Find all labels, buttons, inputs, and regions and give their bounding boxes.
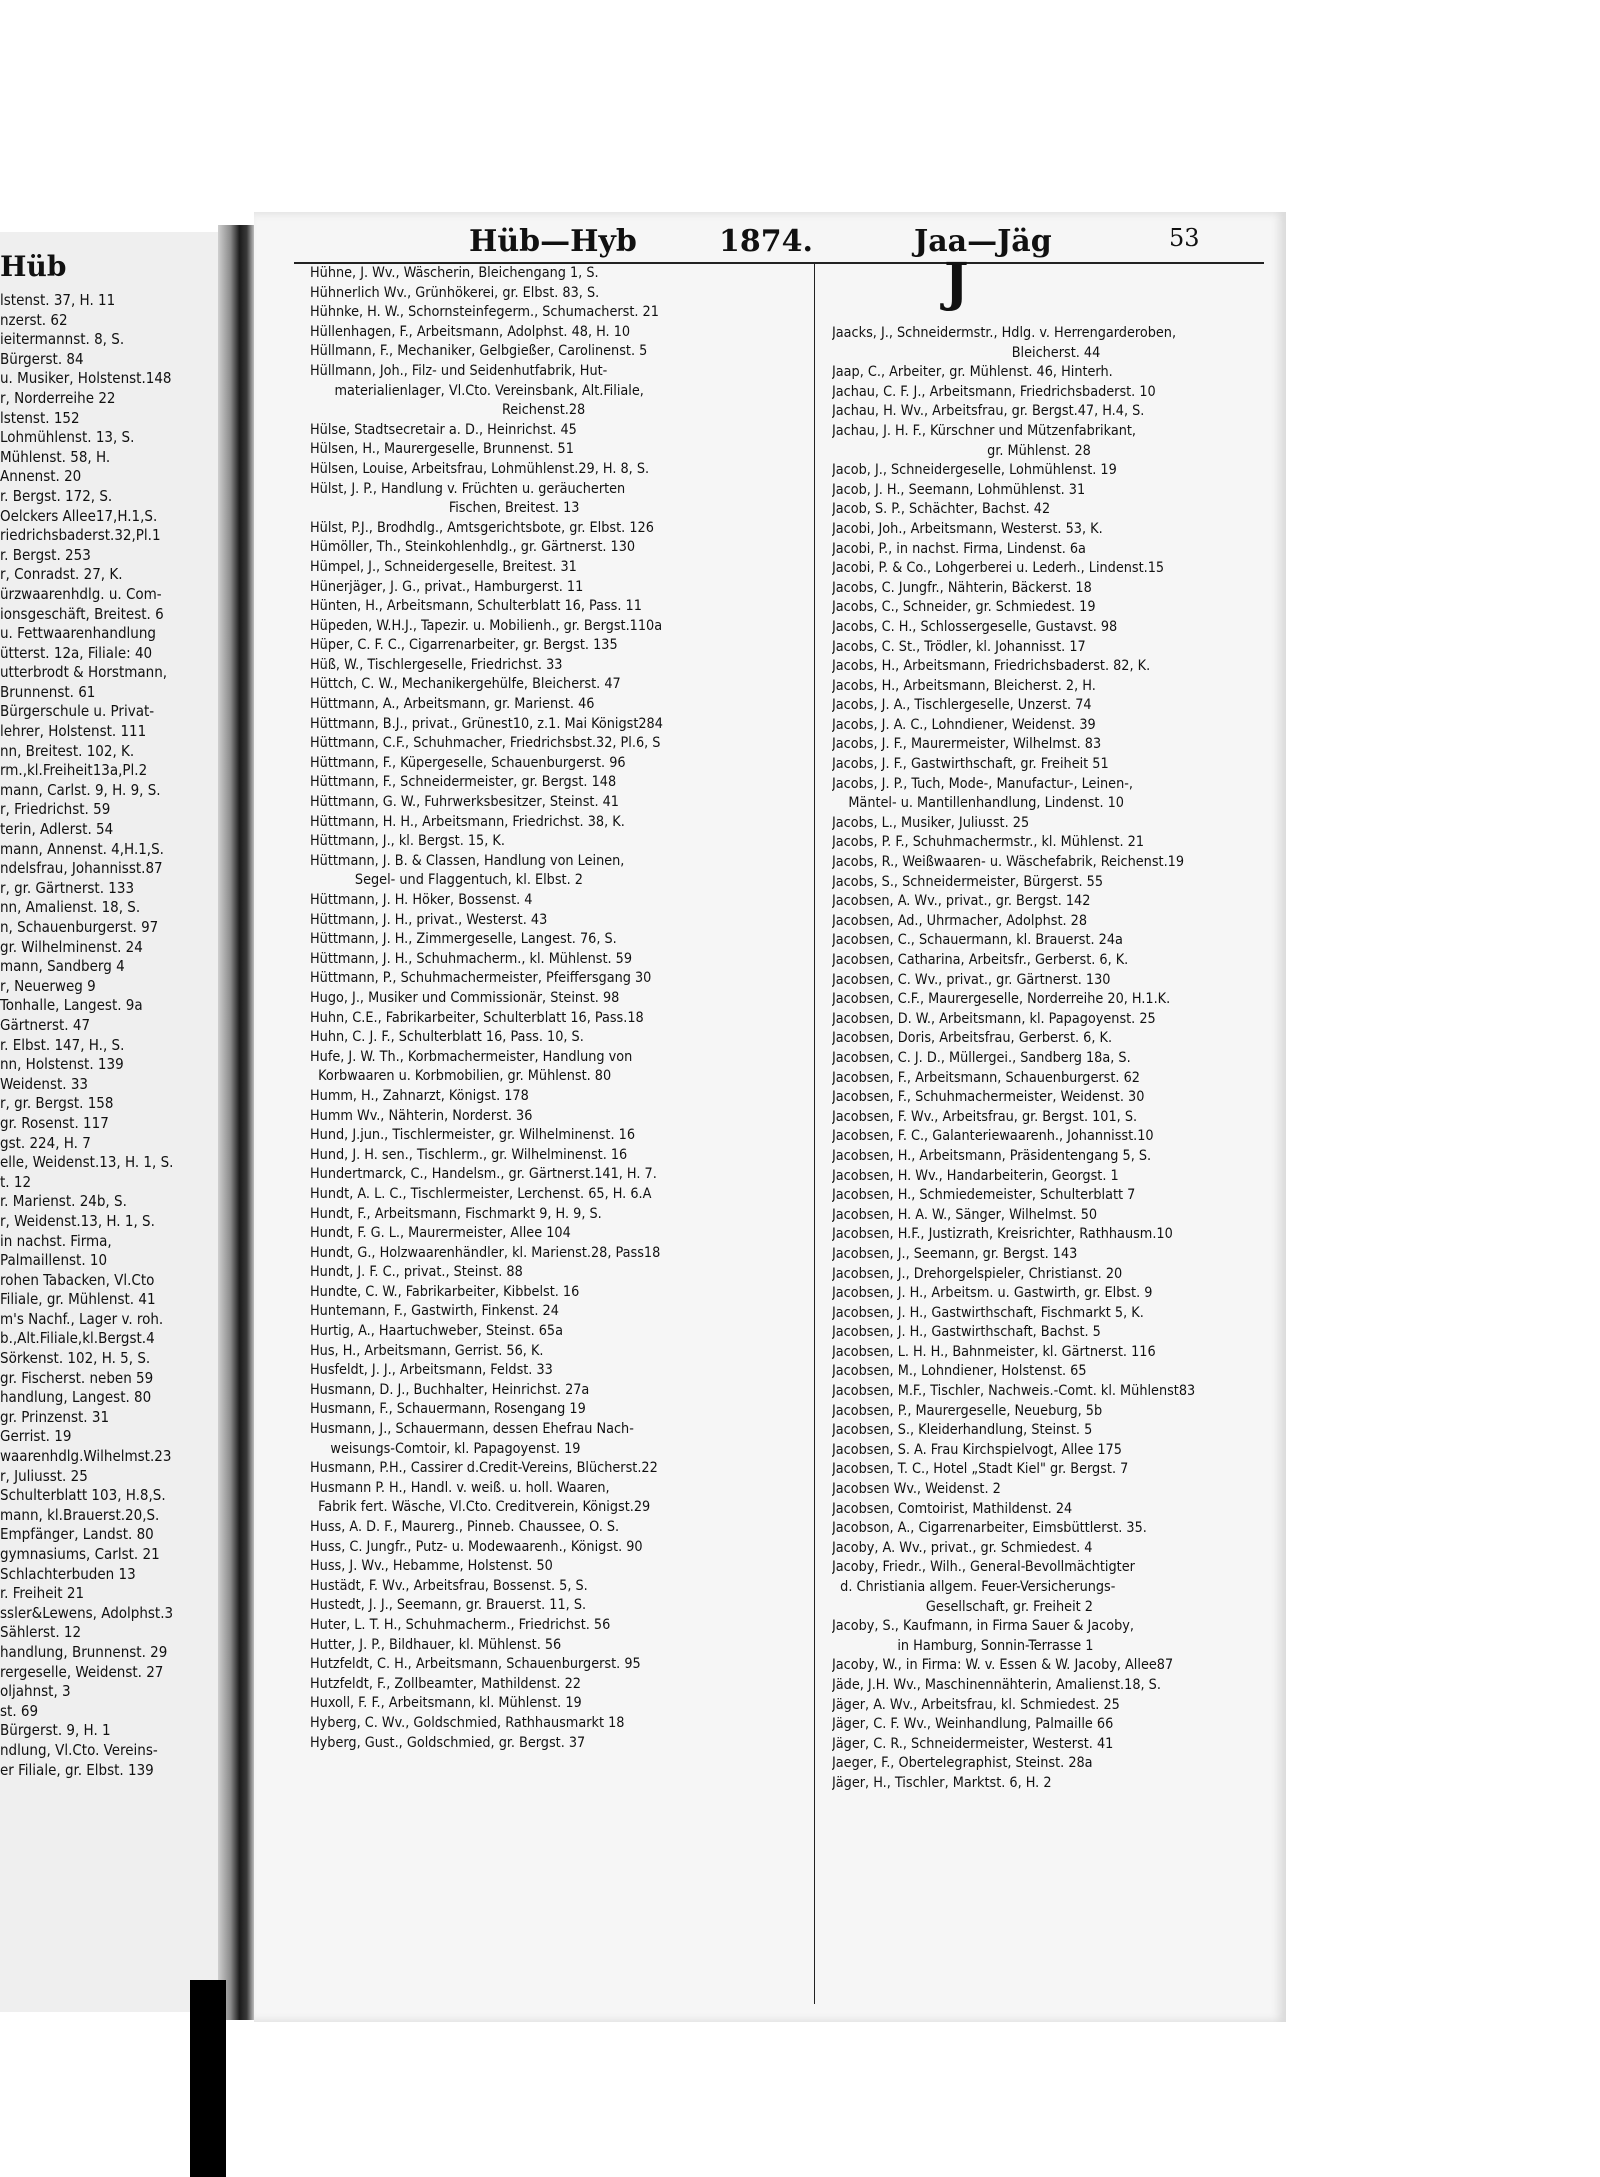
directory-entry: Hülsen, H., Maurergeselle, Brunnenst. 51 [310,441,574,458]
directory-entry: Jacobsen, C. J. D., Müllergei., Sandberg 18a, S. [832,1049,1131,1066]
directory-entry: Jaacks, J., Schneidermstr., Hdlg. v. Herrengarderoben, [832,325,1177,341]
directory-entry: Jacobsen, D. W., Arbeitsmann, kl. Papagoyenst. 25 [832,1010,1156,1027]
left-page-line: n, Schauenburgerst. 97 [0,918,159,936]
directory-entry: Hyberg, C. Wv., Goldschmied, Rathhausmarkt 18 [310,1714,625,1731]
directory-entry: Jacobsen, Ad., Uhrmacher, Adolphst. 28 [832,912,1088,929]
left-page-line: gr. Prinzenst. 31 [0,1407,110,1426]
left-page-line: u. Fettwaarenhandlung [0,624,156,643]
directory-entry: Jacobs, J. P., Tuch, Mode-, Manufactur-, Leinen-, [832,775,1133,792]
directory-entry: Jacobs, C., Schneider, gr. Schmiedest. 19 [832,599,1096,616]
left-page-line: rohen Tabacken, Vl.Cto [0,1270,155,1289]
directory-entry: Jacoby, S., Kaufmann, in Firma Sauer & Jacoby, [832,1618,1134,1635]
directory-entry: Hutter, J. P., Bildhauer, kl. Mühlenst. 56 [310,1636,562,1653]
directory-entry: Huss, J. Wv., Hebamme, Holstenst. 50 [310,1558,553,1575]
directory-entry: Jacob, J., Schneidergeselle, Lohmühlenst. 19 [832,462,1117,479]
header-left-range: Hüb—Hyb [469,224,637,259]
left-page-line: r, Weidenst.13, H. 1, S. [0,1211,155,1230]
left-page-line: r, Neuerweg 9 [0,976,96,995]
directory-entry: Segel- und Flaggentuch, kl. Elbst. 2 [310,872,583,889]
directory-entry: Husmann, J., Schauermann, dessen Ehefrau Nach- [310,1421,634,1438]
directory-entry: gr. Mühlenst. 28 [832,442,1091,459]
directory-entry: Jacobsen, P., Maurergeselle, Neueburg, 5b [832,1402,1103,1419]
directory-entry: Hüttmann, J. B. & Classen, Handlung von Leinen, [310,852,625,869]
directory-entry: Jacobi, P., in nachst. Firma, Lindenst. 6a [832,540,1086,557]
left-page-line: t. 12 [0,1172,32,1191]
section-letter: J [944,252,969,313]
directory-entry: Jacobsen, J. H., Arbeitsm. u. Gastwirth, gr. Elbst. 9 [832,1285,1153,1302]
directory-entry: Jacobson, A., Cigarrenarbeiter, Eimsbüttlerst. 35. [832,1520,1147,1537]
directory-entry: d. Christiania allgem. Feuer-Versicherungs- [832,1579,1116,1595]
directory-entry: Hülst, J. P., Handlung v. Früchten u. geräucherten [310,480,626,497]
directory-entry: Hyberg, Gust., Goldschmied, gr. Bergst. 37 [310,1734,586,1751]
directory-entry: Hülst, P.J., Brodhdlg., Amtsgerichtsbote, gr. Elbst. 126 [310,519,654,536]
directory-entry: Gesellschaft, gr. Freiheit 2 [832,1598,1093,1615]
directory-entry: Hund, J.jun., Tischlermeister, gr. Wilhelminenst. 16 [310,1127,636,1144]
directory-entry: Jacobsen, J. H., Gastwirthschaft, Fischmarkt 5, K. [832,1304,1144,1321]
directory-entry: Jacobsen, M., Lohndiener, Holstenst. 65 [832,1363,1087,1380]
directory-entry: Jacob, S. P., Schächter, Bachst. 42 [832,501,1051,518]
directory-entry: Jachau, H. Wv., Arbeitsfrau, gr. Bergst.47, H.4, S. [832,403,1145,420]
directory-entry: Humm, H., Zahnarzt, Königst. 178 [310,1087,529,1104]
directory-entry: Jacobsen, H. Wv., Handarbeiterin, Georgst. 1 [832,1167,1119,1184]
directory-entry: Jacobsen, F. Wv., Arbeitsfrau, gr. Bergst. 101, S. [832,1108,1138,1125]
left-page-line: handlung, Langest. 80 [0,1388,152,1407]
directory-entry: Jacobs, L., Musiker, Juliusst. 25 [832,814,1030,831]
left-page-line: ürzwaarenhdlg. u. Com- [0,584,162,603]
left-page-line: mann, Carlst. 9, H. 9, S. [0,780,161,799]
directory-entry: Jacobsen, H., Arbeitsmann, Präsidentengang 5, S. [832,1147,1152,1164]
left-page-line: r, Friedrichst. 59 [0,800,111,819]
directory-entry: Jaap, C., Arbeiter, gr. Mühlenst. 46, Hinterh. [832,364,1113,381]
directory-entry: Hundte, C. W., Fabrikarbeiter, Kibbelst. 16 [310,1283,580,1300]
directory-entry: Hurtig, A., Haartuchweber, Steinst. 65a [310,1323,563,1340]
directory-entry: Bleicherst. 44 [832,344,1101,361]
directory-entry: Jacobsen Wv., Weidenst. 2 [832,1481,1001,1498]
left-page-line: Oelckers Allee17,H.1,S. [0,506,158,525]
left-page-line: ionsgeschäft, Breitest. 6 [0,604,164,623]
left-page-line: Bürgerst. 9, H. 1 [0,1721,111,1740]
directory-entry: Hüttmann, J. H., Schuhmacherm., kl. Mühlenst. 59 [310,950,633,967]
left-page-line: gr. Rosenst. 117 [0,1113,109,1132]
left-page-line: Weidenst. 33 [0,1074,89,1093]
directory-entry: Husmann, F., Schauermann, Rosengang 19 [310,1401,586,1418]
directory-entry: Jacobsen, J., Seemann, gr. Bergst. 143 [832,1245,1078,1262]
left-page-line: m's Nachf., Lager v. roh. [0,1309,164,1328]
left-page-line: st. 69 [0,1701,39,1720]
left-page-line: ütterst. 12a, Filiale: 40 [0,643,153,662]
left-page-line: Filiale, gr. Mühlenst. 41 [0,1290,156,1309]
directory-entry: Huss, C. Jungfr., Putz- u. Modewaarenh., Königst. 90 [310,1538,643,1555]
directory-entry: Humm Wv., Nähterin, Norderst. 36 [310,1107,533,1124]
directory-entry: Jacobi, Joh., Arbeitsmann, Westerst. 53, K. [832,520,1103,537]
left-page-line: Palmaillenst. 10 [0,1251,108,1270]
left-page-line: gst. 224, H. 7 [0,1133,91,1152]
directory-entry: Jacobsen, T. C., Hotel „Stadt Kiel" gr. Bergst. 7 [832,1461,1129,1478]
directory-entry: Hufe, J. W. Th., Korbmachermeister, Handlung von [310,1048,633,1065]
left-page-line: Gerrist. 19 [0,1427,72,1446]
directory-entry: Hüttmann, J. H. Höker, Bossenst. 4 [310,892,533,908]
left-page-line: nn, Holstenst. 139 [0,1055,124,1074]
directory-entry: Hüper, C. F. C., Cigarrenarbeiter, gr. Bergst. 135 [310,637,618,654]
directory-entry: Hühnke, H. W., Schornsteinfegerm., Schumacherst. 21 [310,304,659,321]
left-page-line: r. Bergst. 253 [0,545,91,564]
directory-entry: Hüß, W., Tischlergeselle, Friedrichst. 33 [310,656,563,673]
directory-entry: Jacobsen, Comtoirist, Mathildenst. 24 [832,1500,1073,1517]
left-page-column [0,250,218,1780]
directory-entry: materialienlager, Vl.Cto. Vereinsbank, Alt.Filiale, [310,382,644,399]
directory-entry: Jacobsen, A. Wv., privat., gr. Bergst. 142 [832,893,1091,910]
left-page-line: handlung, Brunnenst. 29 [0,1642,168,1661]
directory-entry: Hüllenhagen, F., Arbeitsmann, Adolphst. 48, H. 10 [310,323,631,340]
directory-entry: Hümpel, J., Schneidergeselle, Breitest. 31 [310,558,577,575]
directory-entry: Jacobi, P. & Co., Lohgerberei u. Lederh., Lindenst.15 [832,560,1165,577]
directory-entry: Hüttmann, J. H., Zimmergeselle, Langest. 76, S. [310,931,617,948]
left-page-line: Annenst. 20 [0,467,82,486]
directory-entry: Hüttmann, P., Schuhmachermeister, Pfeiffersgang 30 [310,970,652,987]
directory-column-hu-hy [310,264,802,1753]
directory-entry: Jachau, C. F. J., Arbeitsmann, Friedrichsbaderst. 10 [832,383,1156,400]
left-page-line: lstenst. 152 [0,408,80,427]
header-right-range: Jaa—Jäg [914,224,1052,259]
directory-entry: Hustädt, F. Wv., Arbeitsfrau, Bossenst. 5, S. [310,1577,588,1594]
directory-entry: Hüttmann, F., Küpergeselle, Schauenburgerst. 96 [310,754,626,771]
left-page [0,232,220,2012]
directory-entry: Hundt, F. G. L., Maurermeister, Allee 104 [310,1225,571,1242]
directory-entry: Jacobsen, H. A. W., Sänger, Wilhelmst. 50 [832,1206,1098,1223]
directory-entry: Jacobs, C. St., Trödler, kl. Johannisst. 17 [832,638,1086,655]
directory-entry: Hüttmann, C.F., Schuhmacher, Friedrichsbst.32, Pl.6, S [310,735,661,752]
directory-entry: Hülse, Stadtsecretair a. D., Heinrichst. 45 [310,421,577,438]
directory-entry: Huhn, C. J. F., Schulterblatt 16, Pass. 10, S. [310,1029,584,1046]
directory-entry: Jacobsen, C., Schauermann, kl. Brauerst. 24a [832,932,1123,949]
directory-entry: Hundt, F., Arbeitsmann, Fischmarkt 9, H. 9, S. [310,1205,602,1222]
left-page-line: elle, Weidenst.13, H. 1, S. [0,1153,174,1172]
left-page-line: riedrichsbaderst.32,Pl.1 [0,526,161,545]
directory-entry: Hüttmann, A., Arbeitsmann, gr. Marienst. 46 [310,696,595,713]
directory-entry: Jacobsen, H., Schmiedemeister, Schulterblatt 7 [832,1187,1136,1204]
directory-entry: Jacobs, P. F., Schuhmachermstr., kl. Mühlenst. 21 [832,834,1144,851]
left-page-line: r. Bergst. 172, S. [0,486,113,505]
left-page-line: lstenst. 37, H. 11 [0,291,116,309]
left-page-line: gr. Fischerst. neben 59 [0,1368,154,1387]
page-number: 53 [1169,224,1200,252]
directory-entry: Hüttmann, F., Schneidermeister, gr. Bergst. 148 [310,774,617,791]
left-page-line: in nachst. Firma, [0,1231,112,1250]
directory-entry: Hülsen, Louise, Arbeitsfrau, Lohmühlenst.29, H. 8, S. [310,460,650,477]
directory-entry: Jacobs, J. F., Maurermeister, Wilhelmst. 83 [832,736,1102,753]
directory-entry: Huntemann, F., Gastwirth, Finkenst. 24 [310,1303,559,1320]
left-page-line: Empfänger, Landst. 80 [0,1525,154,1544]
directory-entry: Hühnerlich Wv., Grünhökerei, gr. Elbst. 83, S. [310,284,600,301]
left-page-line: rm.,kl.Freiheit13a,Pl.2 [0,761,148,780]
directory-entry: Jäger, C. F. Wv., Weinhandlung, Palmaille 66 [832,1716,1114,1733]
left-page-line: rergeselle, Weidenst. 27 [0,1662,164,1681]
directory-entry: Hugo, J., Musiker und Commissionär, Steinst. 98 [310,989,620,1006]
directory-entry: Jäde, J.H. Wv., Maschinennähterin, Amalienst.18, S. [832,1676,1161,1693]
directory-entry: Jacobs, J. F., Gastwirthschaft, gr. Freiheit 51 [832,756,1109,773]
left-page-line: r. Elbst. 147, H., S. [0,1035,125,1054]
left-page-line: mann, Sandberg 4 [0,957,125,976]
directory-entry: Hümöller, Th., Steinkohlenhdlg., gr. Gärtnerst. 130 [310,539,636,556]
left-page-line: r, Norderreihe 22 [0,388,116,407]
directory-entry: Jacob, J. H., Seemann, Lohmühlenst. 31 [832,481,1086,498]
directory-entry: Jacobs, J. A. C., Lohndiener, Weidenst. 39 [832,716,1096,733]
left-page-line: Tonhalle, Langest. 9a [0,996,143,1015]
directory-entry: Hünerjäger, J. G., privat., Hamburgerst. 11 [310,578,584,595]
left-page-line: u. Musiker, Holstenst.148 [0,369,172,388]
directory-entry: Jäger, C. R., Schneidermeister, Westerst. 41 [832,1735,1114,1752]
left-page-line: ssler&Lewens, Adolphst.3 [0,1603,174,1622]
left-page-line: utterbrodt & Horstmann, [0,663,168,682]
directory-column-jaa-jag [832,324,1272,1794]
directory-entry: Hüpeden, W.H.J., Tapezir. u. Mobilienh., gr. Bergst.110a [310,617,663,634]
left-page-line: ndlung, Vl.Cto. Vereins- [0,1740,158,1759]
column-divider [814,264,815,2004]
left-page-line: Sählerst. 12 [0,1623,82,1642]
left-page-line: er Filiale, gr. Elbst. 139 [0,1760,154,1779]
left-page-line: Schulterblatt 103, H.8,S. [0,1486,166,1505]
left-page-line: ndelsfrau, Johannisst.87 [0,859,163,878]
left-page-line: Sörkenst. 102, H. 5, S. [0,1349,151,1368]
left-page-line: Lohmühlenst. 13, S. [0,428,135,447]
directory-entry: Jacoby, Friedr., Wilh., General-Bevollmächtigter [832,1559,1135,1576]
left-page-line: Bürgerst. 84 [0,349,84,368]
left-page-line: r. Freiheit 21 [0,1584,85,1603]
left-page-line: Gärtnerst. 47 [0,1015,91,1034]
left-page-line: Bürgerschule u. Privat- [0,702,155,721]
directory-entry: Huxoll, F. F., Arbeitsmann, kl. Mühlenst. 19 [310,1695,582,1712]
directory-entry: Hüttmann, J. H., privat., Westerst. 43 [310,911,548,928]
directory-entry: Mäntel- u. Mantillenhandlung, Lindenst. 10 [832,795,1124,812]
directory-entry: Hünten, H., Arbeitsmann, Schulterblatt 16, Pass. 11 [310,598,642,615]
left-page-line: gymnasiums, Carlst. 21 [0,1545,160,1563]
left-page-line: Brunnenst. 61 [0,682,96,701]
left-page-line: r. Marienst. 24b, S. [0,1192,127,1211]
directory-entry: Hutzfeldt, C. H., Arbeitsmann, Schauenburgerst. 95 [310,1656,641,1673]
directory-entry: Jachau, J. H. F., Kürschner und Mützenfabrikant, [832,422,1136,439]
directory-entry: Hüttmann, H. H., Arbeitsmann, Friedrichst. 38, K. [310,813,625,830]
directory-entry: Jacobsen, J., Drehorgelspieler, Christianst. 20 [832,1265,1123,1282]
header-year: 1874. [719,224,813,259]
directory-entry: Jacobs, H., Arbeitsmann, Friedrichsbaderst. 82, K. [832,658,1151,675]
directory-entry: Hundt, G., Holzwaarenhändler, kl. Marienst.28, Pass18 [310,1244,661,1261]
directory-entry: Hüllmann, F., Mechaniker, Gelbgießer, Carolinenst. 5 [310,343,648,360]
directory-entry: Husmann, D. J., Buchhalter, Heinrichst. 27a [310,1381,590,1398]
directory-entry: Hüttch, C. W., Mechanikergehülfe, Bleicherst. 47 [310,676,621,693]
directory-entry: Jacobsen, M.F., Tischler, Nachweis.-Comt. kl. Mühlenst83 [832,1383,1196,1400]
left-page-line: r, Juliusst. 25 [0,1466,88,1485]
spine-band [190,1980,226,2177]
left-page-line: mann, kl.Brauerst.20,S. [0,1505,160,1524]
directory-entry: Hundt, A. L. C., Tischlermeister, Lerchenst. 65, H. 6.A [310,1185,652,1202]
directory-entry: Jacobs, H., Arbeitsmann, Bleicherst. 2, H. [832,677,1096,694]
left-page-header: Hüb [0,250,67,283]
directory-entry: Hund, J. H. sen., Tischlerm., gr. Wilhelminenst. 16 [310,1146,628,1163]
book-gutter [218,225,254,2020]
directory-entry: Reichenst.28 [310,402,586,419]
directory-entry: Jäger, A. Wv., Arbeitsfrau, kl. Schmiedest. 25 [832,1696,1120,1713]
directory-entry: in Hamburg, Sonnin-Terrasse 1 [832,1637,1094,1654]
directory-entry: Hundt, J. F. C., privat., Steinst. 88 [310,1264,523,1281]
directory-entry: Jacoby, A. Wv., privat., gr. Schmiedest. 4 [832,1539,1093,1556]
directory-entry: weisungs-Comtoir, kl. Papagoyenst. 19 [310,1440,581,1457]
directory-entry: Jacobsen, S., Kleiderhandlung, Steinst. 5 [832,1422,1093,1439]
directory-entry: Jacoby, W., in Firma: W. v. Essen & W. Jacoby, Allee87 [832,1657,1174,1674]
directory-entry: Jacobsen, C. Wv., privat., gr. Gärtnerst. 130 [832,971,1111,988]
directory-entry: Hüttmann, J., kl. Bergst. 15, K. [310,833,505,850]
directory-entry: Fischen, Breitest. 13 [310,500,580,517]
directory-entry: Jacobs, C. H., Schlossergeselle, Gustavst. 98 [832,618,1118,635]
directory-entry: Jacobsen, L. H. H., Bahnmeister, kl. Gärtnerst. 116 [832,1343,1156,1360]
directory-entry: Huter, L. T. H., Schuhmacherm., Friedrichst. 56 [310,1616,611,1633]
directory-entry: Jacobs, R., Weißwaaren- u. Wäschefabrik, Reichenst.19 [832,854,1185,871]
directory-entry: Jacobs, J. A., Tischlergeselle, Unzerst. 74 [832,697,1092,714]
directory-entry: Hundertmarck, C., Handelsm., gr. Gärtnerst.141, H. 7. [310,1166,657,1183]
left-page-line: nzerst. 62 [0,310,68,329]
left-page-line: nn, Breitest. 102, K. [0,741,135,760]
left-page-line: waarenhdlg.Wilhelmst.23 [0,1447,172,1466]
directory-entry: Husmann P. H., Handl. v. weiß. u. holl. Waaren, [310,1479,610,1496]
directory-entry: Husmann, P.H., Cassirer d.Credit-Vereins, Blücherst.22 [310,1460,658,1477]
left-page-line: oljahnst, 3 [0,1682,71,1701]
left-page-line: gr. Wilhelminenst. 24 [0,937,143,956]
directory-entry: Hutzfeldt, F., Zollbeamter, Mathildenst. 22 [310,1675,581,1692]
directory-entry: Jacobsen, F. C., Galanteriewaarenh., Johannisst.10 [832,1128,1154,1145]
directory-entry: Jacobsen, Catharina, Arbeitsfr., Gerberst. 6, K. [832,952,1129,968]
directory-entry: Jacobs, S., Schneidermeister, Bürgerst. 55 [832,873,1104,890]
directory-entry: Jacobsen, F., Schuhmachermeister, Weidenst. 30 [832,1089,1145,1106]
directory-entry: Huhn, C.E., Fabrikarbeiter, Schulterblatt 16, Pass.18 [310,1009,644,1026]
directory-entry: Hustedt, J. J., Seemann, gr. Brauerst. 11, S. [310,1597,587,1614]
directory-entry: Hühne, J. Wv., Wäscherin, Bleichengang 1, S. [310,265,599,281]
directory-entry: Jacobsen, J. H., Gastwirthschaft, Bachst. 5 [832,1324,1101,1341]
right-page [254,212,1286,2022]
left-page-line: Schlachterbuden 13 [0,1564,136,1583]
left-page-line: terin, Adlerst. 54 [0,820,114,839]
left-page-line: ieitermannst. 8, S. [0,330,125,349]
directory-entry: Jacobsen, H.F., Justizrath, Kreisrichter, Rathhausm.10 [832,1226,1173,1243]
directory-entry: Jacobsen, Doris, Arbeitsfrau, Gerberst. 6, K. [832,1030,1113,1047]
directory-entry: Jacobsen, F., Arbeitsmann, Schauenburgerst. 62 [832,1069,1140,1086]
directory-entry: Jacobsen, C.F., Maurergeselle, Norderreihe 20, H.1.K. [832,991,1171,1008]
left-page-line: nn, Amalienst. 18, S. [0,898,141,917]
directory-entry: Hüttmann, B.J., privat., Grünest10, z.1. Mai Königst284 [310,715,663,732]
left-page-line: r, gr. Gärtnerst. 133 [0,878,135,897]
directory-entry: Korbwaaren u. Korbmobilien, gr. Mühlenst. 80 [310,1068,612,1085]
left-page-line: r, Conradst. 27, K. [0,565,123,584]
directory-entry: Jacobs, C. Jungfr., Nähterin, Bäckerst. 18 [832,579,1092,596]
directory-entry: Jaeger, F., Obertelegraphist, Steinst. 28a [832,1755,1093,1772]
directory-entry: Jacobsen, S. A. Frau Kirchspielvogt, Allee 175 [832,1441,1122,1458]
directory-entry: Hüttmann, G. W., Fuhrwerksbesitzer, Steinst. 41 [310,794,619,811]
directory-entry: Jäger, H., Tischler, Marktst. 6, H. 2 [832,1774,1052,1791]
directory-entry: Fabrik fert. Wäsche, Vl.Cto. Creditverein, Königst.29 [310,1499,651,1516]
left-page-line: lehrer, Holstenst. 111 [0,722,147,741]
directory-entry: Hüllmann, Joh., Filz- und Seidenhutfabrik, Hut- [310,362,608,379]
left-page-line: Mühlenst. 58, H. [0,447,111,466]
directory-entry: Huss, A. D. F., Maurerg., Pinneb. Chaussee, O. S. [310,1519,620,1535]
left-page-line: mann, Annenst. 4,H.1,S. [0,839,164,858]
directory-entry: Hus, H., Arbeitsmann, Gerrist. 56, K. [310,1342,544,1359]
directory-entry: Husfeldt, J. J., Arbeitsmann, Feldst. 33 [310,1362,553,1379]
left-page-line: r, gr. Bergst. 158 [0,1094,114,1113]
left-page-line: b.,Alt.Filiale,kl.Bergst.4 [0,1329,155,1348]
